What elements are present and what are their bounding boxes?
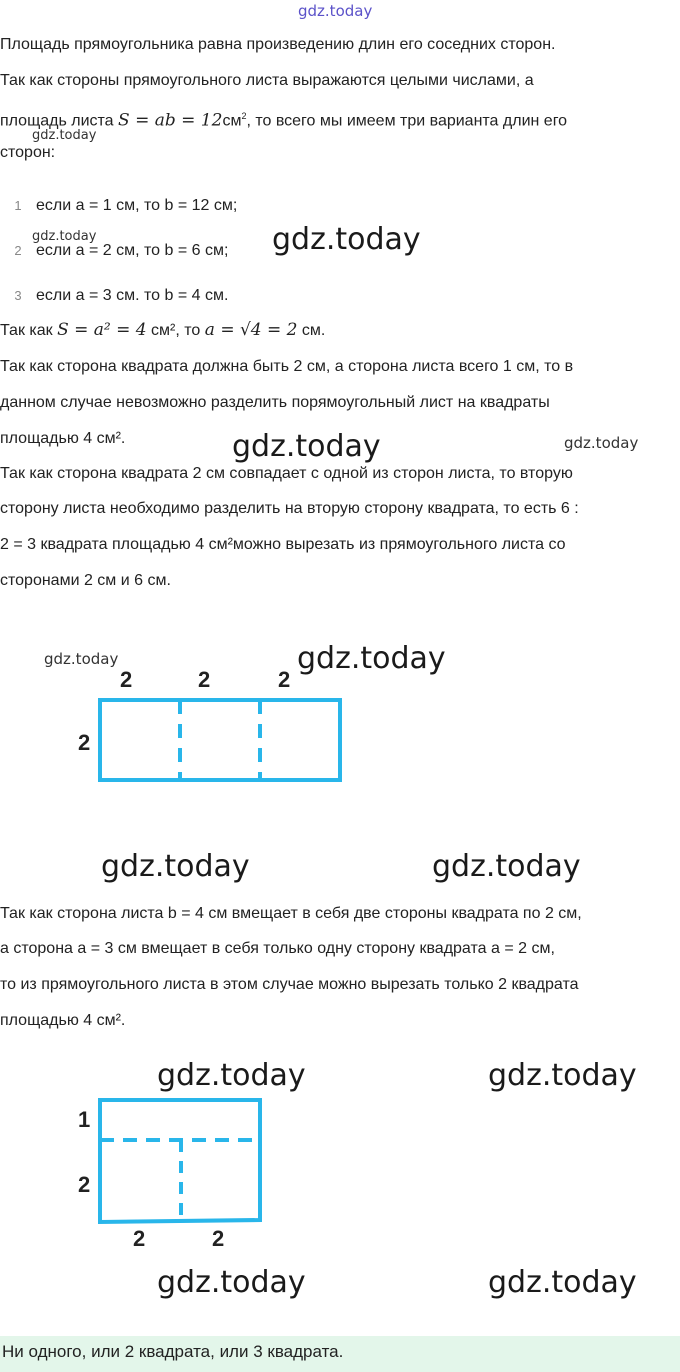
watermark: gdz.today xyxy=(488,1058,637,1093)
paragraph-case2-line1: Так как сторона квадрата 2 см совпадает с одной из сторон листа, то вторую xyxy=(0,465,573,482)
formula-area: S = ab = 12 xyxy=(118,110,223,131)
paragraph-case2-line4: сторонами 2 см и 6 см. xyxy=(0,572,171,589)
watermark: gdz.today xyxy=(32,128,97,143)
paragraph-case3-line4: площадью 4 см². xyxy=(0,1012,126,1029)
sheet-outline xyxy=(100,700,340,780)
paragraph-case2-line3: 2 = 3 квадрата площадью 4 см²можно вырезать из прямоугольного листа со xyxy=(0,536,566,553)
dimension-label: 2 xyxy=(198,667,211,692)
dimension-label: 2 xyxy=(278,667,291,692)
paragraph-case3-line1: Так как сторона листа b = 4 см вмещает в себя две стороны квадрата по 2 см, xyxy=(0,905,582,922)
watermark: gdz.today xyxy=(432,849,581,884)
list-item: 3 если a = 3 см. то b = 4 см. xyxy=(14,287,229,304)
dimension-label: 2 xyxy=(120,667,133,692)
watermark: gdz.today xyxy=(32,229,97,244)
dimension-label: 2 xyxy=(78,730,91,755)
paragraph-case1-line3: площадью 4 см². xyxy=(0,430,126,447)
list-item: 2 если a = 2 см, то b = 6 см; xyxy=(14,242,229,259)
watermark: gdz.today xyxy=(272,222,421,257)
paragraph-integer-sides-line1: Так как стороны прямоугольного листа выражаются целыми числами, а xyxy=(0,72,534,89)
watermark: gdz.today xyxy=(101,849,250,884)
watermark: gdz.today xyxy=(232,429,381,464)
paragraph-case2-line2: сторону листа необходимо разделить на вторую сторону квадрата, то есть 6 : xyxy=(0,500,579,517)
paragraph-case1-line2: данном случае невозможно разделить порямоугольный лист на квадраты xyxy=(0,394,550,411)
answer-text: Ни одного, или 2 квадрата, или 3 квадрата. xyxy=(2,1342,344,1361)
watermark: gdz.today xyxy=(564,434,639,452)
watermark: gdz.today xyxy=(157,1058,306,1093)
watermark: gdz.today xyxy=(44,650,119,668)
paragraph-area-definition: Площадь прямоугольника равна произведению длин его соседних сторон. xyxy=(0,36,556,53)
watermark: gdz.today xyxy=(157,1265,306,1300)
watermark: gdz.today xyxy=(488,1265,637,1300)
dimension-label: 1 xyxy=(78,1107,91,1132)
paragraph-case3-line2: а сторона a = 3 см вмещает в себя только одну сторону квадрата a = 2 см, xyxy=(0,940,555,957)
paragraph-case3-line3: то из прямоугольного листа в этом случае можно вырезать только 2 квадрата xyxy=(0,976,579,993)
dimension-label: 2 xyxy=(78,1172,91,1197)
figure-two-squares xyxy=(0,1090,680,1260)
paragraph-integer-sides-line2: площадь листа S = ab = $12см^2$, то всего мы имеем три варианта длин его xyxy=(0,110,568,131)
header-watermark: gdz.today xyxy=(298,2,373,20)
list-item: 1 если a = 1 см, то b = 12 см; xyxy=(14,197,238,214)
paragraph-integer-sides-line3: сторон: xyxy=(0,144,56,161)
dimension-label: 2 xyxy=(133,1226,146,1251)
paragraph-square-side: Так как S = a² = 4 см², то a = √4 = 2 см. xyxy=(0,320,326,340)
paragraph-case1-line1: Так как сторона квадрата должна быть 2 см, а сторона листа всего 1 см, то в xyxy=(0,358,574,375)
answer-box xyxy=(0,1336,680,1372)
watermark: gdz.today xyxy=(297,641,446,676)
dimension-label: 2 xyxy=(212,1226,225,1251)
